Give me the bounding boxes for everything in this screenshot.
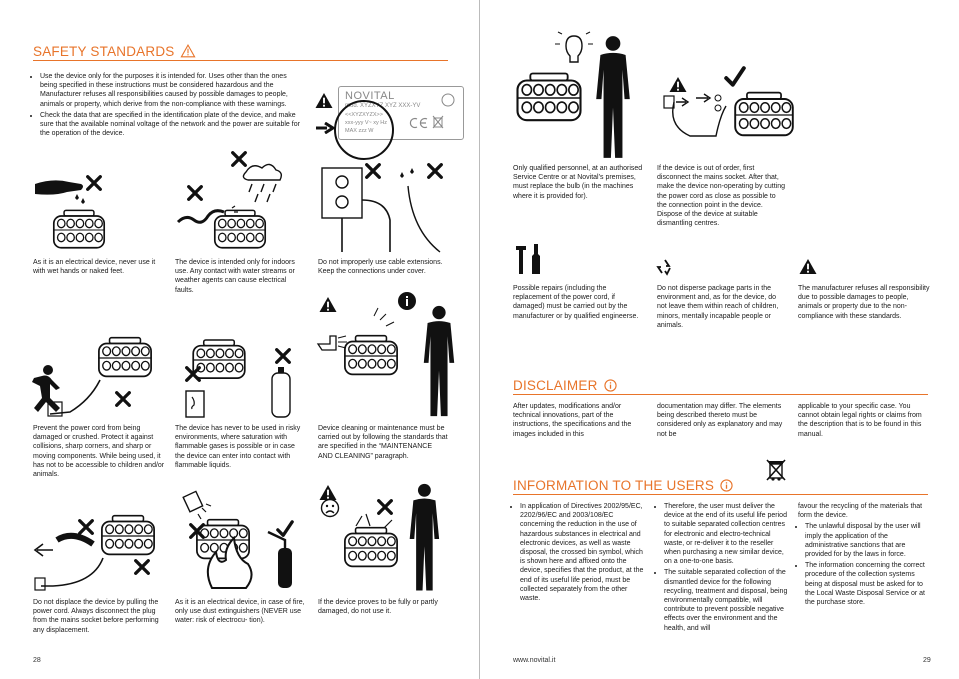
tools-icon (512, 242, 546, 276)
warning-icon (314, 92, 334, 109)
weee-bin-icon (432, 115, 444, 129)
info-title: INFORMATION TO THE USERS (513, 477, 715, 493)
caption-pull-cord: Do not displace the device by pulling the power cord. Always disconnect the plug from the mains socket before performing any displacement. (33, 599, 159, 634)
info-bullet: • The unlawful disposal by the user will imply the application of the administrative sanctions that are provided for by the laws in force. (805, 522, 930, 559)
disclaimer-col1: After updates, modifications and/or technical innovations, part of the instructions, the specifications and the images included in this (513, 403, 632, 438)
intro-text (33, 72, 305, 140)
caption-risky-environment: The device has never to be used in risky environments, where saturation with flammable gases is possible or in case the device can enter into contact with flammable liquids. (175, 425, 301, 469)
right-page (480, 0, 959, 679)
prohibited-x-icon (184, 365, 202, 383)
info-bullet: • In application of Directives 2002/95/EC, 2202/96/EC and 2003/108/EC concerning the reduction in the use of hazardous substances in electrical and electronic devices, as well as waste disposal, the crossed bin symbol, which is shown here and affixed onto the device, specifies that the product, at the end of its useful life period, must be collected separately from the other waste. (520, 502, 647, 603)
caption-indoor-only: The device is intended only for indoors use. Any contact with water streams or weather agents can cause electrical faults. (175, 259, 295, 294)
cut-cord-illustration (660, 56, 810, 156)
extension-cable-illustration (316, 160, 456, 256)
plate-code: <<XYZXYZX>> (345, 112, 383, 118)
prohibited-x-icon (230, 150, 248, 168)
pull-cord-illustration (33, 510, 168, 592)
prohibited-x-icon (274, 347, 292, 365)
page-number-right: 29 (923, 657, 931, 664)
bulb-technician-icon (510, 30, 640, 160)
badge-icon (441, 93, 455, 107)
recycle-icon (656, 258, 674, 276)
page-number-left: 28 (33, 657, 41, 664)
disclaimer-header (513, 376, 928, 395)
info-outline-icon (604, 379, 617, 392)
disclaimer-col3: applicable to your specific case. You cannot obtain legal rights or claims from the description that is to be found in this manual. (798, 403, 922, 438)
footer-url[interactable]: www.novital.it (513, 657, 556, 664)
fire-icon (172, 488, 307, 593)
safety-standards-header (33, 42, 448, 61)
wet-hand-icon (33, 170, 128, 255)
cord-pull-icon (33, 510, 168, 592)
caption-out-of-order: If the device is out of order, first disconnect the mains socket. After that, make the device non-operating by cutting the power cord as close as possible to the connection point in the device. Dispose of the device at suitable dismantling centres. (657, 165, 786, 228)
magnifier-circle (334, 100, 394, 160)
warning-icon (798, 258, 818, 275)
bulb-replacement-illustration (510, 30, 640, 160)
info-outline-icon (720, 479, 733, 492)
prohibited-x-icon (133, 558, 151, 576)
technician-spray-icon (316, 290, 461, 420)
risky-environment-illustration (172, 335, 302, 420)
info-bullet: • Therefore, the user must deliver the device at the end of its useful life period to suitable separated collection centres for electronic and electro-technical waste, or re-deliver it to the reseller when purchasing a new similar device, on a one-to-one basis. (664, 502, 789, 566)
prohibited-x-icon (114, 390, 132, 408)
left-page (0, 0, 479, 679)
scissors-cord-icon (660, 56, 810, 156)
allowed-check-icon (276, 520, 294, 538)
plate-power: MAX zzz W (345, 128, 374, 134)
prohibited-x-icon (188, 522, 206, 540)
prohibited-x-icon (85, 174, 103, 192)
child-running-icon (30, 330, 160, 420)
caption-damaged-device: If the device proves to be fully or partly damaged, do not use it. (318, 599, 438, 616)
prohibited-x-icon (364, 162, 382, 180)
damaged-device-illustration (316, 478, 456, 593)
wet-hands-illustration (33, 170, 128, 255)
info-col3-lead: favour the recycling of the materials that form the device. (798, 503, 923, 520)
info-bullet: • The suitable separated collection of the dismantled device for the following recycling, treatment and disposal, being environmentally compatible, will contribute to prevent possible negative effects over the environment and the health, and will (664, 568, 789, 632)
caption-cleaning: Device cleaning or maintenance must be carried out by following the standards that are specified in the “MAINTENANCE AND CLEANING” paragraph. (318, 425, 448, 460)
prohibited-x-icon (376, 498, 394, 516)
arrow-right-icon (315, 122, 335, 134)
plate-brand: NOVITAL (345, 90, 395, 102)
cleaning-maintenance-illustration (316, 290, 461, 420)
info-col3 (798, 502, 930, 609)
warning-outline-icon (180, 44, 196, 58)
caption-extensions: Do not improperly use cable extensions. Keep the connections under cover. (318, 259, 443, 276)
caption-manufacturer: The manufacturer refuses all responsibility due to possible damages to people, animals or property due to the non-compliance with these standards. (798, 285, 930, 320)
info-col1 (513, 502, 647, 605)
intro-bullet: • Use the device only for the purposes it is intended for. Uses other than the ones being specified in these instructions must be considered hazardous and the Manufacturer refuses all responsibilities caused by possible damages to people, animals or property, which derive from the non-compliance with these warnings. (40, 72, 305, 109)
info-col2 (657, 502, 789, 635)
intro-bullet: • Check the data that are specified in the identification plate of the device, and make sure that the available nominal voltage of the network and the power are suitable for the operation of the device. (40, 111, 305, 139)
caption-bulb: Only qualified personnel, at an authorised Service Centre or at Novital’s premises, must replace the bulb (in the machines where it is provided for). (513, 165, 643, 200)
person-broken-machine-icon (316, 478, 456, 593)
prohibited-x-icon (186, 184, 204, 202)
power-cord-damage-illustration (30, 330, 160, 420)
prohibited-x-icon (77, 518, 95, 536)
caption-package-parts: Do not disperse package parts in the environment and, as for the device, do not leave them within reach of children, minors, mentally incapable people or animals. (657, 285, 779, 329)
ce-mark-icon (409, 117, 429, 129)
disclaimer-col2: documentation may differ. The elements being described thereto must be considered only as explanatory and may not be (657, 403, 783, 438)
indoor-only-illustration (172, 150, 297, 255)
caption-repairs: Possible repairs (including the replacement of the power cord, if damaged) must be carried out by the manufacturer or by qualified engineerse. (513, 285, 639, 320)
caption-fire: As it is an electrical device, in case of fire, only use dust extinguishers (NEVER use water: risk of electrocu- tion). (175, 599, 305, 625)
prohibited-x-icon (426, 162, 444, 180)
info-bullet: • The information concerning the correct procedure of the collection systems being at disposal must be asked for to the Local Waste Disposal Service or at the purchase store. (805, 561, 930, 607)
fire-extinguisher-illustration (172, 488, 307, 593)
plate-voltage: xxx-yyy V~ xy Hz (345, 120, 388, 126)
info-users-header (513, 476, 928, 495)
section-title: SAFETY STANDARDS (33, 43, 175, 59)
caption-power-cord: Prevent the power cord from being damaged or crushed. Protect it against collisions, sharp corners, and sharp or moving components. While being used, it has not to be accessible to children and/or animals. (33, 425, 165, 479)
disclaimer-title: DISCLAIMER (513, 377, 598, 393)
caption-wet-hands: As it is an electrical device, never use it with wet hands or naked feet. (33, 259, 156, 276)
plate-model: mod. XYZXYZ XYZ XXX-YV (345, 103, 421, 109)
